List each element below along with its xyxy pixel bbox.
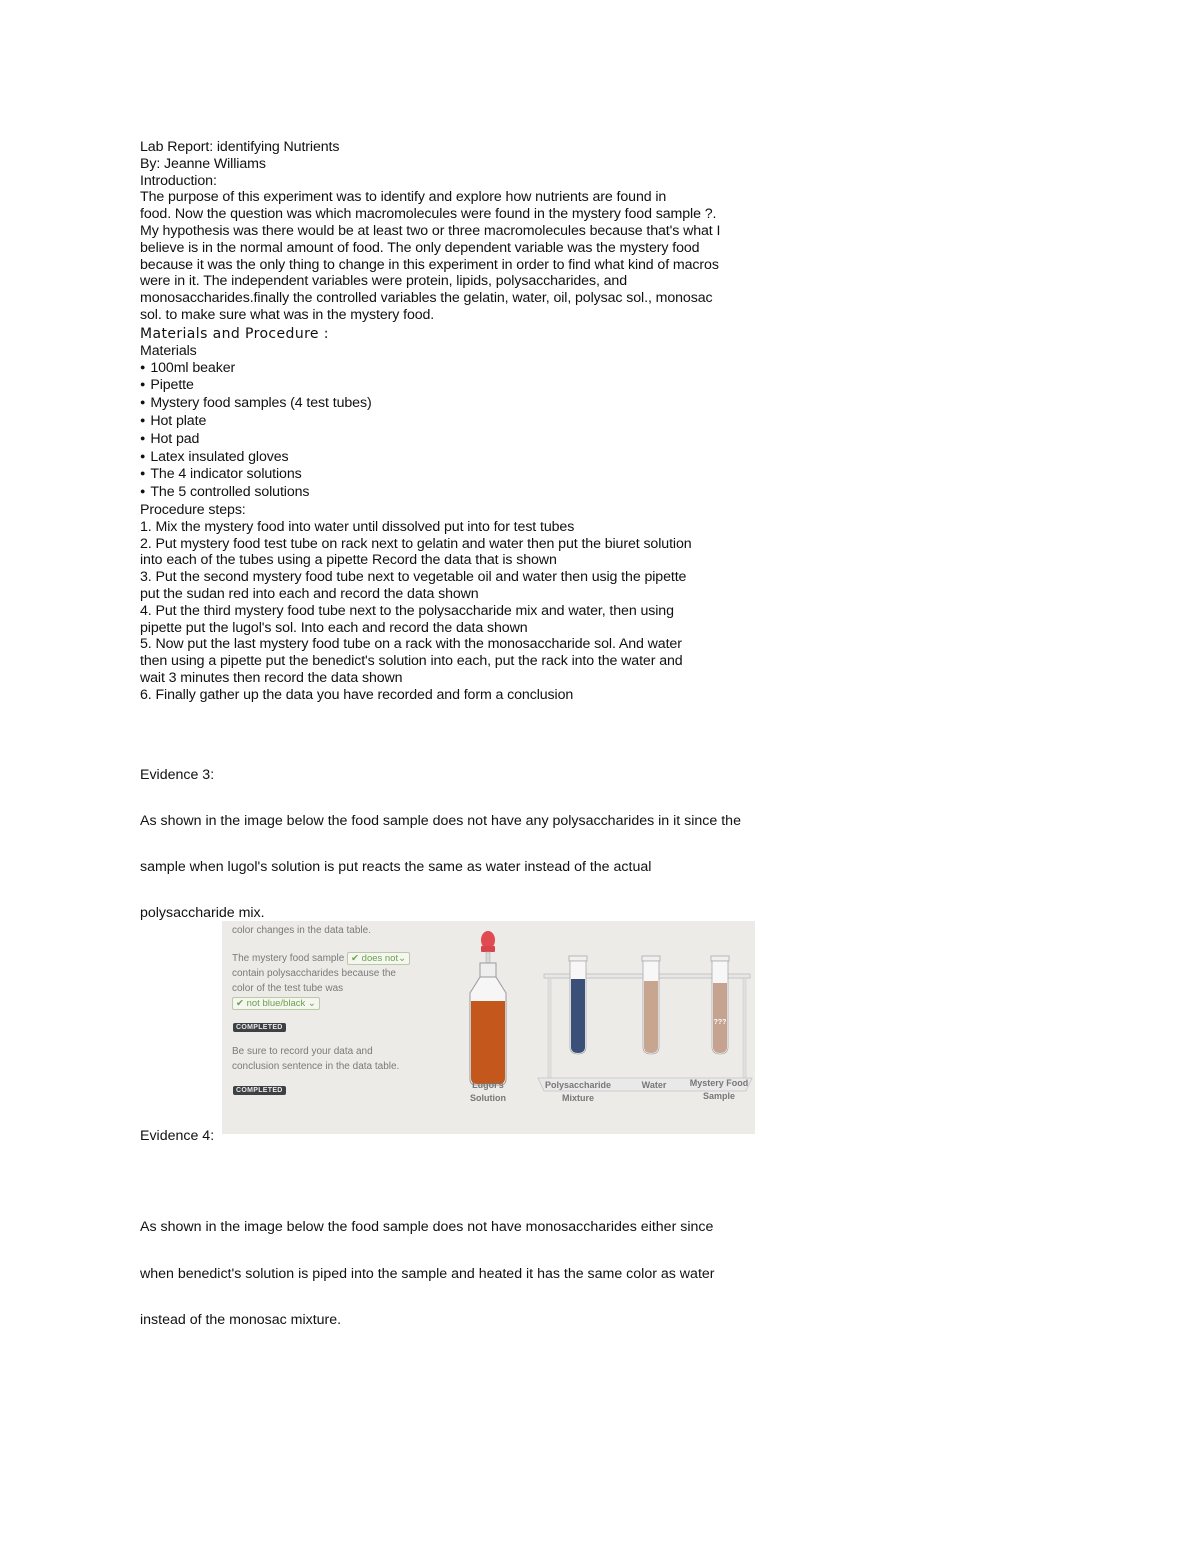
intro-line: The purpose of this experiment was to identify and explore how nutrients are found in xyxy=(140,189,667,206)
procedure-line: 3. Put the second mystery food tube next to vegetable oil and water then usig the pipette xyxy=(140,569,687,586)
materials-procedure-heading: Materials and Procedure : xyxy=(140,325,329,342)
reminder-line: conclusion sentence in the data table. xyxy=(232,1061,400,1072)
list-item: ● Hot plate xyxy=(140,413,820,431)
list-item: ● The 5 controlled solutions xyxy=(140,484,820,502)
evidence-3-label: Evidence 3: xyxy=(140,767,215,783)
procedure-line: 4. Put the third mystery food tube next to the polysaccharide mix and water, then using xyxy=(140,602,674,619)
lugols-label xyxy=(458,1079,518,1105)
unknown-mark: ??? xyxy=(713,1019,727,1026)
label-line: Sample xyxy=(702,1091,735,1101)
lugols-bottle-icon xyxy=(470,963,506,1085)
label-line: Lugol's xyxy=(472,1080,504,1090)
water-label: Water xyxy=(641,1080,667,1090)
water-tube-icon xyxy=(642,956,660,1054)
procedure-line: 1. Mix the mystery food into water until dissolved put into for test tubes xyxy=(140,518,575,535)
lugols-test-screenshot xyxy=(222,921,755,1134)
sentence-mid: contain polysaccharides because the xyxy=(232,968,396,979)
dropdown-value: does not xyxy=(361,953,399,964)
evidence-3-line: As shown in the image below the food sample does not have any polysaccharides in it since the xyxy=(140,813,741,829)
intro-paragraph xyxy=(140,189,820,323)
procedure-line: then using a pipette put the benedict's solution into each, put the rack into the water and xyxy=(140,653,683,670)
list-item: ● Hot pad xyxy=(140,431,820,449)
dropdown-value: not blue/black xyxy=(246,998,306,1009)
procedure-line: into each of the tubes using a pipette Record the data that is shown xyxy=(140,552,557,569)
mystery-food-label xyxy=(684,1077,754,1103)
evidence-4-line: when benedict's solution is piped into the sample and heated it has the same color as water xyxy=(140,1266,715,1282)
list-item: ● 100ml beaker xyxy=(140,360,820,378)
completed-badge: COMPLETED xyxy=(233,1023,286,1032)
procedure-line: pipette put the lugol's sol. Into each and record the data shown xyxy=(140,619,528,636)
intro-line: believe is in the normal amount of food. The only dependent variable was the mystery food xyxy=(140,239,700,256)
intro-line: My hypothesis was there would be at least two or three macromolecules because that's what I xyxy=(140,222,721,239)
intro-line: because it was the only thing to change in this experiment in order to find what kind of macros xyxy=(140,256,719,273)
evidence-3-line: sample when lugol's solution is put reacts the same as water instead of the actual xyxy=(140,859,652,875)
procedure-line: 5. Now put the last mystery food tube on a rack with the monosaccharide sol. And water xyxy=(140,636,682,653)
materials-heading: Materials xyxy=(140,342,197,359)
sentence-mid: color of the test tube was xyxy=(232,983,344,994)
report-title: Lab Report: identifying Nutrients xyxy=(140,139,340,155)
mystery-food-tube-icon xyxy=(711,956,729,1054)
list-item: ● The 4 indicator solutions xyxy=(140,466,820,484)
intro-line: sol. to make sure what was in the mystery food. xyxy=(140,306,435,323)
label-line: Polysaccharide xyxy=(544,1080,612,1090)
report-body xyxy=(140,139,820,704)
list-item: ● Latex insulated gloves xyxy=(140,449,820,467)
not-blue-black-dropdown[interactable]: ✔ not blue/black ⌄ xyxy=(232,997,320,1010)
procedure-heading: Procedure steps: xyxy=(140,501,246,518)
label-line: Mixture xyxy=(561,1093,594,1103)
intro-line: monosaccharides.finally the controlled variables the gelatin, water, oil, polysac sol., monosac xyxy=(140,290,713,307)
intro-heading: Introduction: xyxy=(140,172,217,189)
intro-line: food. Now the question was which macromolecules were found in the mystery food sample ?. xyxy=(140,206,717,223)
evidence-3-line: polysaccharide mix. xyxy=(140,905,265,921)
figure-top-text: color changes in the data table. xyxy=(232,925,371,936)
label-line: Mystery Food xyxy=(689,1078,749,1088)
sentence-start: The mystery food sample xyxy=(232,953,345,964)
procedure-line: 2. Put mystery food test tube on rack next to gelatin and water then put the biuret solution xyxy=(140,535,692,552)
does-not-dropdown[interactable]: ✔ does not⌄ xyxy=(347,952,410,965)
reminder-line: Be sure to record your data and xyxy=(232,1046,373,1057)
procedure-list xyxy=(140,519,820,704)
materials-list xyxy=(140,360,820,502)
report-author: By: Jeanne Williams xyxy=(140,155,266,172)
polysaccharide-tube-icon xyxy=(569,956,587,1054)
list-item: ● Mystery food samples (4 test tubes) xyxy=(140,395,820,413)
intro-line: were in it. The independent variables were protein, lipids, polysaccharides, and xyxy=(140,273,628,290)
evidence-4-line: instead of the monosac mixture. xyxy=(140,1312,342,1328)
list-item: ● Pipette xyxy=(140,377,820,395)
procedure-line: 6. Finally gather up the data you have recorded and form a conclusion xyxy=(140,686,574,703)
procedure-line: put the sudan red into each and record the data shown xyxy=(140,585,479,602)
polysaccharide-label xyxy=(534,1079,622,1105)
evidence-4-line: As shown in the image below the food sample does not have monosaccharides either since xyxy=(140,1219,714,1235)
procedure-line: wait 3 minutes then record the data shown xyxy=(140,669,403,686)
evidence-4-label: Evidence 4: xyxy=(140,1128,215,1144)
completed-badge: COMPLETED xyxy=(233,1086,286,1095)
label-line: Solution xyxy=(470,1093,506,1103)
